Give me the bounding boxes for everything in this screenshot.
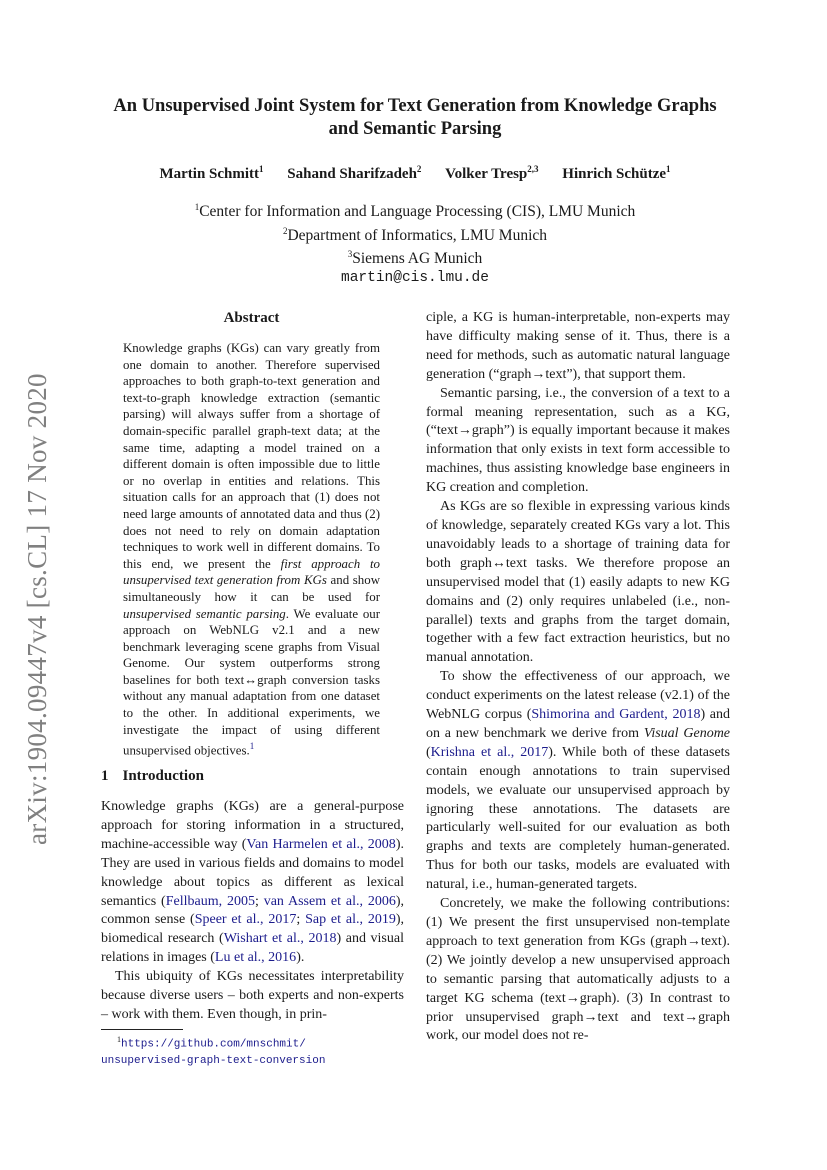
paragraph: Semantic parsing, i.e., the conversion of a text to a formal meaning representation, such as a KG, (“text→graph”) is equally important because it makes information that only exists in text form accessible to machines, thus assisting knowledge base engineers in KG creation and completion. xyxy=(426,385,730,496)
author: Volker Tresp$^{2,3}$ xyxy=(445,164,539,182)
italic-text: Visual Genome xyxy=(643,725,731,741)
paragraph: To show the effectiveness of our approach, we conduct experiments on the latest release (v2.1) of the WebNLG corpus (Shimorina and Gardent, 2018) and on a new benchmark we derive from Visual Genome (Krishna et al., 2017). While both of these datasets contain enough annotations to train supervised models, we evaluate our unsupervised approach by ignoring these annotations. The datasets are particularly well-suited for our evaluation as both graphs and texts are completely human-generated. Thus for both our tasks, models are evaluated with natural, i.e., human-generated targets. xyxy=(426,669,731,893)
intro-column-right xyxy=(426,309,730,1046)
paragraph: ciple, a KG is human-interpretable, non-experts may have difficulty making sense of it. Thus, there is a need for methods, such as automatic natural language generation (“graph→text”), that support them. xyxy=(426,310,730,382)
citation-link[interactable]: Speer et al., 2017 xyxy=(194,912,297,928)
author-email[interactable]: martin@cis.lmu.de xyxy=(341,269,489,286)
citation-link[interactable]: Lu et al., 2016 xyxy=(214,950,297,966)
citation-link[interactable]: Sap et al., 2019 xyxy=(305,912,396,928)
section-heading: 1 Introduction xyxy=(101,768,204,784)
footnote: $^1$https://github.com/mnschmit/ unsupervised-graph-text-conversion xyxy=(101,1035,326,1067)
paragraph: This ubiquity of KGs necessitates interpretability because diverse users – both experts and non-experts – work with them. Even though, in prin- xyxy=(101,969,404,1022)
footnote-link[interactable]: 1 xyxy=(249,741,255,752)
citation-link[interactable]: Shimorina and Gardent, 2018 xyxy=(531,707,701,723)
paragraph: Concretely, we make the following contributions: (1) We present the first unsupervised non-template approach to text generation from KGs (graph→text). (2) We jointly develop a new unsupervised approach to semantic parsing that automatically adjusts to a target KG schema (text→graph). (3) In contrast to prior unsupervised graph→text and text→graph work, our model does not re- xyxy=(426,896,730,1044)
affiliation: $^2$Department of Informatics, LMU Munich xyxy=(282,225,548,244)
abstract-heading: Abstract xyxy=(223,310,280,326)
citation-link[interactable]: Krishna et al., 2017 xyxy=(430,744,549,760)
citation-link[interactable]: Van Harmelen et al., 2008 xyxy=(246,836,396,852)
footnote-url[interactable]: unsupervised-graph-text-conversion xyxy=(101,1054,326,1067)
author: Hinrich Schütze$^1$ xyxy=(562,164,671,182)
paragraph: As KGs are so flexible in expressing various kinds of knowledge, separately created KGs vary a lot. This unavoidably leads to a shortage of training data for both graph↔text tasks. We therefore propose an unsupervised model that (1) easily adapts to new KG domains and (2) only requires unlabeled (i.e., non-parallel) texts and graphs from the target domain, together with a few fact extraction heuristics, but no manual annotation. xyxy=(426,499,730,666)
intro-column-left xyxy=(101,798,404,1025)
author-list xyxy=(100,159,730,184)
footnote-url[interactable]: https://github.com/mnschmit/ xyxy=(121,1038,306,1051)
footnote-rule xyxy=(101,1029,183,1030)
citation-link[interactable]: Fellbaum, 2005 xyxy=(165,893,255,909)
citation-link[interactable]: van Assem et al., 2006 xyxy=(263,893,396,909)
affiliations xyxy=(100,198,730,288)
affiliation: $^3$Siemens AG Munich xyxy=(347,249,483,268)
paper-title: An Unsupervised Joint System for Text Generation from Knowledge Graphs and Semantic Parsing xyxy=(113,96,717,139)
paragraph: Knowledge graphs (KGs) are a general-purpose approach for storing information in a structured, machine-accessible way (Van Harmelen et al., 2008). They are used in various fields and domains to model knowledge about topics as different as lexical semantics (Fellbaum, 2005; van Assem et al., 2006), common sense (Speer et al., 2017; Sap et al., 2019), biomedical research (Wishart et al., 2018) and visual relations in images (Lu et al., 2016). xyxy=(101,799,405,966)
author: Martin Schmitt$^1$ xyxy=(159,164,264,182)
arxiv-stamp: arXiv:1904.09447v4 [cs.CL] 17 Nov 2020 xyxy=(22,373,52,845)
author: Sahand Sharifzadeh$^2$ xyxy=(287,164,422,182)
affiliation: $^1$Center for Information and Language Processing (CIS), LMU Munich xyxy=(194,202,636,221)
abstract-body: Knowledge graphs (KGs) can vary greatly from one domain to another. Therefore supervised approaches to both graph-to-text generation and text-to-graph knowledge extraction (semantic parsing) will always suffer from a shortage of domain-specific parallel graph-text data; at the same time, adapting a model trained on a different domain is often impossible due to little or no overlap in entities and relations. This situation calls for an approach that (1) does not need large amounts of annotated data and thus (2) does not need to rely on domain adaptation techniques to work well in different domains. To this end, we present the first approach to unsupervised text generation from KGs and show simultaneously how it can be used for unsupervised semantic parsing. We evaluate our approach on WebNLG v2.1 and a new benchmark leveraging scene graphs from Visual Genome. Our system outperforms strong baselines for both text↔graph conversion tasks without any manual adaptation from one dataset to the other. In additional experiments, we investigate the impact of using different unsupervised objectives.$^1$ xyxy=(123,341,381,758)
citation-link[interactable]: Wishart et al., 2018 xyxy=(223,931,337,947)
